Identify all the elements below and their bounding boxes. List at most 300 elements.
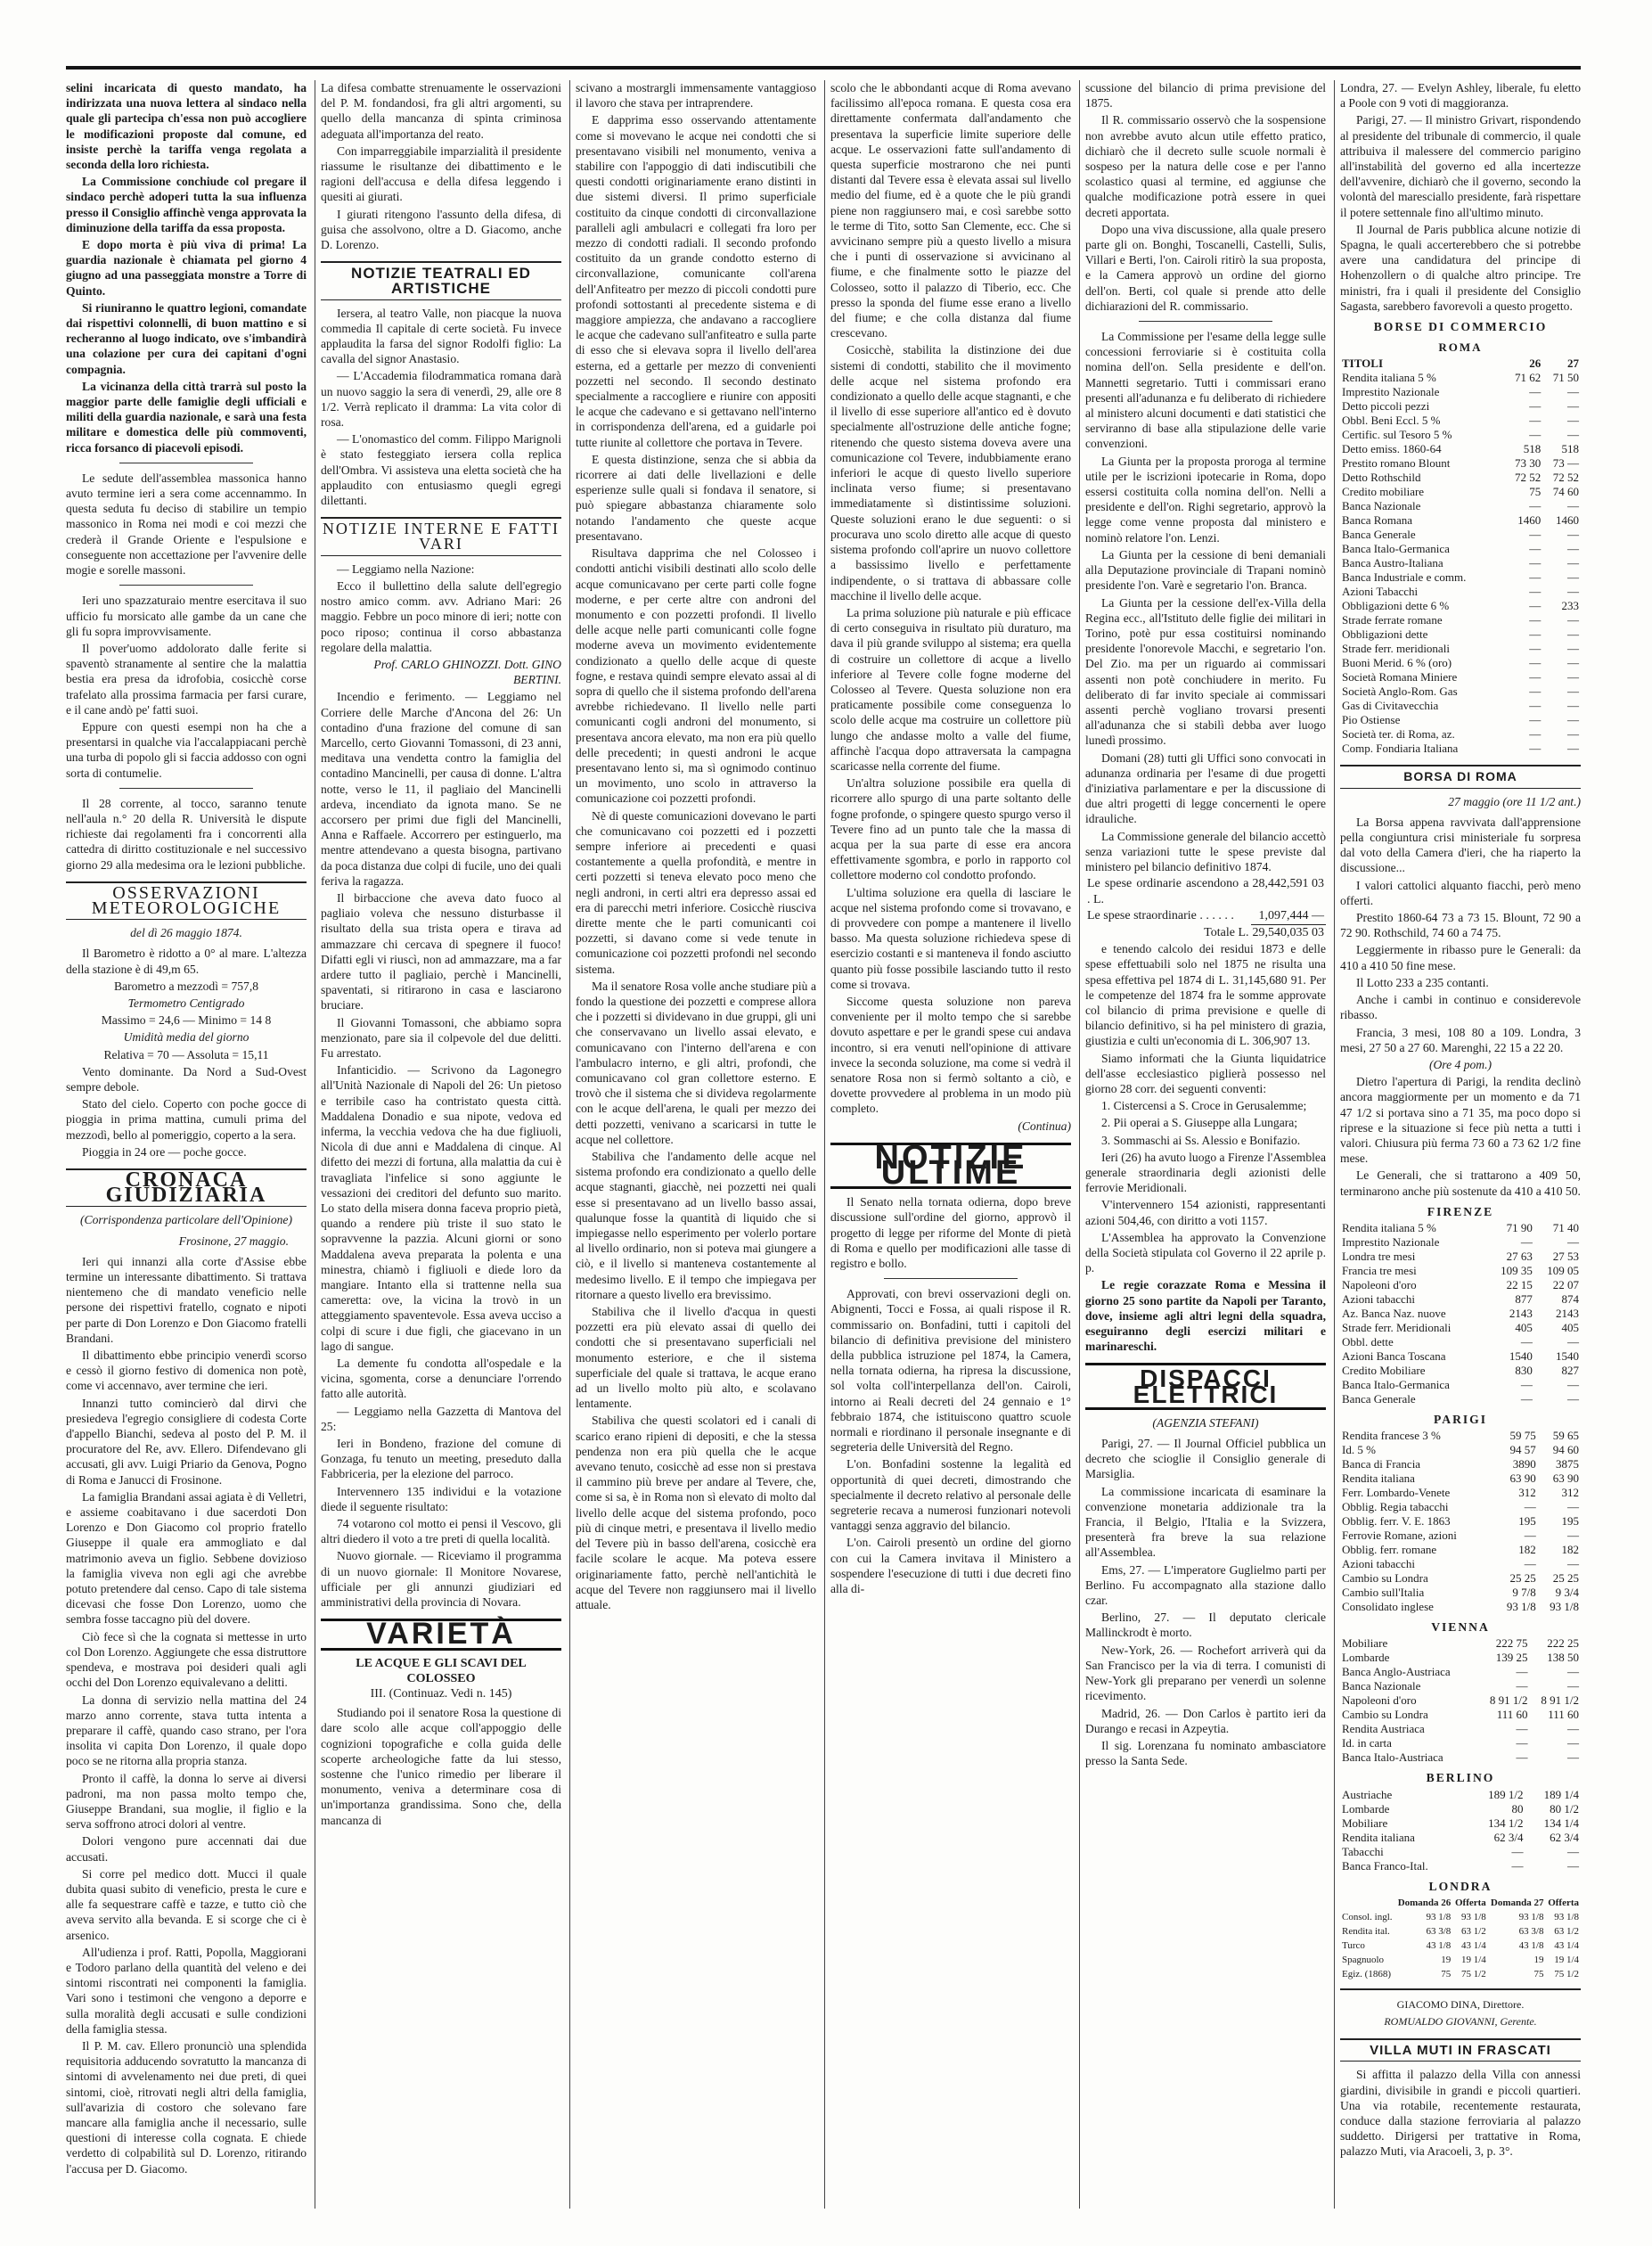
paragraph: Il Giovanni Tomassoni, che abbiamo sopra menzionato, pare sia il colpevole del due delitti. Fu arrestato. xyxy=(321,1015,561,1060)
paragraph: Parigi, 27. — Il Journal Officiel pubblica un decreto che scioglie il Consiglio generale di Marsiglia. xyxy=(1085,1437,1326,1481)
table-cell: — xyxy=(1529,528,1542,542)
table-cell: Consol. ingl. xyxy=(1342,1911,1393,1922)
table-cell: — xyxy=(1529,542,1542,556)
table-cell: Le spese ordinarie ascendono a . L. xyxy=(1087,877,1249,907)
continua-note: (Continua) xyxy=(1018,1119,1071,1133)
paragraph: Con imparreggiabile imparzialità il presidente riassume le risultanze dei dibattimento e le ragioni dell'accusa e della difesa leggendo i quesiti ai giurati. xyxy=(321,143,561,204)
interne-heading: NOTIZIE INTERNE E FATTI VARI xyxy=(321,517,561,555)
ultime-heading: NOTIZIE ULTIME xyxy=(830,1143,1071,1189)
table-cell: — xyxy=(1516,1736,1528,1750)
table-cell: 94 57 xyxy=(1509,1443,1536,1457)
table-cell: Rendita italiana xyxy=(1342,1830,1415,1844)
table-cell: 2143 xyxy=(1509,1306,1533,1320)
paragraph: Il birbaccione che aveva dato fuoco al pagliaio voleva che nessuno disturbasse il risultato della sua trista opera e tirava ad ammazzare chi cercava di spegnere il fuoco! Difatti egli vi riuscì, non ad ammazzare, ma a far ardere tutto il pagliaio, perchè i Mancinelli, spaventati, si ritirarono in casa e lasciarono bruciare. xyxy=(321,890,561,1012)
borsa-roma-heading: BORSA DI ROMA xyxy=(1340,765,1581,788)
table-cell: Turco xyxy=(1342,1939,1365,1951)
table-cell: — xyxy=(1567,556,1579,570)
column-2 xyxy=(321,80,561,2209)
divider xyxy=(119,585,253,586)
direttore-line: GIACOMO DINA, Direttore. xyxy=(1396,1997,1525,2011)
paragraph: Parigi, 27. — Il ministro Grivart, rispondendo al presidente del tribunale di commercio, il quale attribuiva il malessere del commercio parigino all'instabilità del governo ed alla incertezze dell'avvenire, dichiarò che il governo, secondo la volontà del maresciallo presidente, farà rispettare il potere settennale fino all'ultimo minuto. xyxy=(1340,113,1581,219)
meteo-line: Vento dominante. Da Nord a Sud-Ovest sempre debole. xyxy=(66,1064,307,1094)
table-cell: Strade ferrate romane xyxy=(1342,613,1443,627)
table-cell: — xyxy=(1567,613,1579,627)
list-item: 3. Sommaschi ai Ss. Alessio e Bonifazio. xyxy=(1101,1133,1301,1147)
table-cell: — xyxy=(1529,385,1542,399)
table-header-cell: Offerta xyxy=(1548,1897,1579,1908)
table-cell: 43 1/8 xyxy=(1518,1939,1544,1951)
table-cell: Le spese straordinarie . . . . . . xyxy=(1087,909,1234,923)
table-row xyxy=(1085,925,1326,942)
meteo-line: Il Barometro è ridotto a 0° al mare. L'altezza della stazione è di 49,m 65. xyxy=(66,947,307,976)
table-cell: — xyxy=(1520,1377,1533,1391)
table-cell: — xyxy=(1529,499,1542,513)
table-cell: Buoni Merid. 6 % (oro) xyxy=(1342,656,1452,670)
table-cell: — xyxy=(1567,1736,1579,1750)
table-cell: Rendita italiana 5 % xyxy=(1342,371,1436,385)
column-rule xyxy=(1334,80,1335,2209)
paragraph: L'ultima soluzione era quella di lasciare le acque nel sistema profondo come si trovavano, e di provvedere con pompe a mantenere il livello basso. Ma questa soluzione richiedeva spese di esercizio costanti e si manteneva il fondo asciutto quanto più fosse possibile lasciando tutto il resto come si trovava. xyxy=(830,885,1071,991)
table-cell: — xyxy=(1529,642,1542,656)
table-cell: — xyxy=(1529,556,1542,570)
paragraph: Il dibattimento ebbe principio venerdì scorso e cessò il giorno festivo di domenica non potè, come vi accennavo, aver termine che ieri. xyxy=(66,1348,307,1393)
paragraph: L'Assemblea ha approvato la Convenzione della Società stipulata col Governo il 22 aprile p. p. xyxy=(1085,1230,1326,1275)
table-header-cell: Domanda 26 xyxy=(1397,1897,1452,1908)
column-4 xyxy=(830,80,1071,2209)
paragraph: Il 28 corrente, al tocco, saranno tenute nell'aula n.° 20 della R. Università le dispute richieste dai regolamenti fra i concorrenti alla cattedra di diritto costituzionale e nel successivo giorno 29 alla medesima ora le lezioni pubbliche. xyxy=(66,796,307,872)
table-cell: Obblig. ferr. romane xyxy=(1342,1543,1437,1557)
divider xyxy=(1139,321,1272,322)
table-cell: — xyxy=(1567,627,1579,642)
table-cell: — xyxy=(1567,713,1579,727)
table-cell: 59 75 xyxy=(1509,1429,1536,1443)
table-cell: 75 1/2 xyxy=(1460,1968,1486,1980)
table-cell: 71 62 xyxy=(1514,371,1542,385)
table-cell: Azioni Tabacchi xyxy=(1342,585,1419,599)
table-cell: 22 07 xyxy=(1552,1277,1579,1291)
table-cell: — xyxy=(1567,727,1579,742)
paragraph: La Commissione conchiude col pregare il sindaco perchè adoperi tutta la sua influenza presso il Consiglio affinchè venga approvata la diminuzione della tariffa da essa proposta. xyxy=(66,175,307,234)
paragraph: Ieri uno spazzaturaio mentre esercitava il suo ufficio fu morsicato alle gambe da un cane che gli fu sopra improvvisamente. xyxy=(66,594,307,638)
paragraph: — Leggiamo nella Gazzetta di Mantova del 25: xyxy=(321,1404,561,1433)
villa-heading: VILLA MUTI IN FRASCATI xyxy=(1340,2038,1581,2062)
table-cell: — xyxy=(1567,1750,1579,1765)
paragraph: Risultava dapprima che nel Colosseo i condotti antichi visibili destinati allo scolo delle acque comunicavano per certe parti colle fogne moderne, e per certe altre con androni del monumento e con pozzetti profondi. Il livello delle acque nelle parti comunicanti colle fogne moderne aveva un movimento evidentemente condizionato a quello delle acque di queste fogne, e restava quindi sempre elevato assai al di sopra di quello che il sistema profondo dell'arena avrebbe richiedevano. Il livello nelle parti comunicanti cogli androni del monumento, si presentava ancora elevato, ma non era più quello delle precedenti; in questi androni le acque presentavano lento si, ma sì ognimodo continuo un movimento, uno scolo in attraverso la comunicazione coi pozzetti profondi. xyxy=(576,546,816,806)
table-cell: Prestito romano Blount xyxy=(1342,456,1451,471)
paragraph: La donna di servizio nella mattina del 24 marzo anno corrente, stava tutta intenta a preparare il caffè, quando caso strano, per l'ora insolita vi capita Don Lorenzo, il quale dopo poco se ne ritorna alla propria stanza. xyxy=(66,1693,307,1768)
table-cell: Napoleoni d'oro xyxy=(1342,1693,1417,1708)
berlino-heading: BERLINO xyxy=(1426,1771,1495,1785)
varieta-heading: VARIETÀ xyxy=(321,1619,561,1650)
table-cell: 19 1/4 xyxy=(1554,1954,1579,1965)
paragraph: La prima soluzione più naturale e più efficace di certo conseguiva in risultato più duraturo, ma dava il più grande sviluppo al sistema; era quella di costruire un collettore di acque a livello inferiore al Tevere colle fogne moderne del Colosseo al Tevere. Questa soluzione non era praticamente possibile come conseguenza lo scolo delle acque ma costruire un collettore più lungo che andasse molto a valle del fiume, affinchè l'acqua dopo attraversata la campagna scaricasse nella corrente del fiume. xyxy=(830,605,1071,773)
table-cell: 63 3/8 xyxy=(1426,1925,1452,1937)
paragraph: L'on. Bonfadini sostenne la legalità ed opportunità di quei decreti, dimostrando che specialmente il decreto relativo al personale delle segreterie recava a numerosi funzionari notevoli vantaggi senza aggravio del bilancio. xyxy=(830,1457,1071,1533)
firenze-heading: FIRENZE xyxy=(1427,1204,1494,1218)
table-cell: 109 35 xyxy=(1501,1263,1533,1277)
table-cell: 182 xyxy=(1561,1543,1579,1557)
table-cell: 312 xyxy=(1561,1486,1579,1500)
gerente-line: ROMUALDO GIOVANNI, Gerente. xyxy=(1384,2014,1537,2028)
paragraph: I giurati ritengono l'assunto della difesa, di guisa che assolvono, oltre a D. Giacomo, anche D. Lorenzo. xyxy=(321,207,561,252)
paragraph: Approvati, con brevi osservazioni degli on. Abignenti, Tocci e Fossa, ai quali rispose il R. commissario on. Bonfadini, tutti i capitoli del bilancio di definitiva previsione del ministero della pubblica istruzione pel 1874, la Camera, nella tornata odierna, ha ripresa la discussione, sol volta coll'interpellanza dell'on. Cairoli, intorno ai Reali decreti del 24 gennaio e 1° febbraio 1874, che istituiscono quattro scuole normali e riordinano il personale insegnante e di segreteria delle Università del Regno. xyxy=(830,1287,1071,1455)
table-cell: — xyxy=(1567,1377,1579,1391)
paragraph: New-York, 26. — Rochefort arriverà qui da San Francisco per la via di terra. I comunisti di New-York gli preparano per venerdì un solenne ricevimento. xyxy=(1085,1643,1326,1703)
table-cell: — xyxy=(1524,1557,1536,1571)
table-cell: 1460 xyxy=(1517,513,1542,528)
paragraph: Madrid, 26. — Don Carlos è partito ieri da Durango e recasi in Azpeytia. xyxy=(1085,1706,1326,1735)
table-cell: 75 xyxy=(1441,1968,1452,1980)
paragraph: La Giunta per la cessione dell'ex-Villa della Regina ecc., all'Istituto delle figlie dei militari in Torino, potè pur essa costituirsi nominando presidente l'onorevole Macchi, e segretario l'on. Del Zio. ma per un riguardo ai commissari assenti non potè conchiudere in merito. Fu deliberato di far invito speciale ai commissari assenti perchè vogliano trovarsi presenti all'adunanza che si stabilì debba aver luogo lunedì prossimo. xyxy=(1085,595,1326,748)
table-cell: — xyxy=(1567,656,1579,670)
table-cell: Rendita Austriaca xyxy=(1342,1722,1425,1736)
paragraph: Prestito 1860-64 73 a 73 15. Blount, 72 90 a 72 90. Rothschild, 74 60 a 74 75. xyxy=(1340,911,1581,940)
paragraph: Cosicchè, stabilita la distinzione dei due sistemi di condotti, stabilito che il movimento delle acque nel sistema profondo era condizionato a quello delle acque stagnanti, e che il livello di esse superiore all'antico ed è dovuto specialmente all'ostruzione delle antiche fogne; ritenendo che questo sistema doveva avere una comunicazione col Tevere, indubbiamente erano inferiori le acque di questo livello superiore inclinata verso fiume; si presentavano immediatamente sì distintissime soluzioni. Queste soluzioni erano le due seguenti: o si procurava uno scolo diretto alle acque di questo sistema profondo coll'aprire un nuovo collettore a bassissimo livello e perfettamente indipendente, o si trattava di abbassare colle macchine il livello delle acque. xyxy=(830,343,1071,602)
spese-table xyxy=(1085,876,1326,941)
list-item: 2. Pii operai a S. Giuseppe alla Lungara; xyxy=(1101,1116,1298,1130)
table-cell: Obbl. Beni Eccl. 5 % xyxy=(1342,414,1441,428)
table-cell: 877 xyxy=(1515,1291,1533,1306)
cronaca-heading: CRONACA GIUDIZIARIA xyxy=(66,1168,307,1207)
table-cell: 3890 xyxy=(1512,1457,1536,1471)
table-cell: 1540 xyxy=(1556,1348,1579,1363)
meteo-line: Stato del cielo. Coperto con poche gocce di pioggia in prima mattina, cumuli prima del mezzodì, bello al pomeriggio, coperto a la sera. xyxy=(66,1097,307,1142)
table-cell: — xyxy=(1567,1722,1579,1736)
meteo-line: Massimo = 24,6 — Minimo = 14 8 xyxy=(101,1013,272,1028)
table-cell: 75 1/2 xyxy=(1554,1968,1579,1980)
table-cell: Cambio sull'Italia xyxy=(1342,1586,1425,1600)
meteo-line: Pioggia in 24 ore — poche gocce. xyxy=(82,1144,247,1159)
paragraph: Berlino, 27. — Il deputato clericale Mallinckrodt è morto. xyxy=(1085,1611,1326,1640)
table-cell: Banca Nazionale xyxy=(1342,499,1421,513)
paragraph: L'on. Cairoli presentò un ordine del giorno con cui la Camera invitava il Ministero a sospendere l'esecuzione di tutti i due decreti fino alla di- xyxy=(830,1536,1071,1596)
paragraph: Stabiliva che il livello d'acqua in questi pozzetti era più elevato assai di quello dei condotti che si presentavano superficiali nel monumento esteriore, e che il sistema superficiale del quale si trattava, le acque erano ad un livello molto più alto, e scolavano lentamente. xyxy=(576,1305,816,1411)
paragraph: La Borsa appena ravvivata dall'apprensione pella congiuntura crisi ministeriale fu sorpresa dal voto della Camera d'ieri, che ha riaperto la discussione... xyxy=(1340,815,1581,875)
table-cell: — xyxy=(1567,1500,1579,1514)
paragraph: La demente fu condotta all'ospedale e la vicina, sgomenta, corse a denunciare l'orrendo fatto alle autorità. xyxy=(321,1357,561,1401)
table-cell: — xyxy=(1529,585,1542,599)
table-cell: Banca Italo-Austriaca xyxy=(1342,1750,1443,1765)
paragraph: La commissione incaricata di esaminare la convenzione monetaria addizionale tra la Francia, il Belgio, l'Italia e la Svizzera, presenterà fra breve la sua relazione all'Assemblea. xyxy=(1085,1484,1326,1560)
paragraph: Londra, 27. — Evelyn Ashley, liberale, fu eletto a Poole con 9 voti di maggioranza. xyxy=(1340,81,1581,111)
paragraph: Domani (28) tutti gli Uffici sono convocati in adunanza ordinaria per l'esame di due progetti d'iniziativa parlamentare e per la discussione di due altri progetti di legge concernenti le opere idrauliche. xyxy=(1085,750,1326,826)
paragraph: Il Journal de Paris pubblica alcune notizie di Spagna, le quali accerterebbero che si potrebbe avere una candidatura del principe di Hohenzollern o di qualche altro principe. Tre ministri, fra i quali il presidente del Consiglio Sagasta, sarebbero favorevoli a questo progetto. xyxy=(1340,222,1581,313)
table-cell: 3875 xyxy=(1556,1457,1579,1471)
paragraph: Intervennero 135 individui e la votazione diede il seguente risultato: xyxy=(321,1484,561,1513)
dispacci-heading: DISPACCI ELETTRICI xyxy=(1085,1363,1326,1409)
top-rule xyxy=(66,66,1581,70)
paragraph: e tenendo calcolo dei residui 1873 e delle spese effettuabili solo nel 1875 ne risulta una spesa effettiva pel 1874 di L. 31,145,680 91. Per le competenze del 1874 fra le somme approvate col bilancio di prima previsione e quelle di bilancio definitivo, si ha pel ministero di grazia, giustizia e culti un'economia di L. 306,907 13. xyxy=(1085,942,1326,1048)
paragraph: scussione del bilancio di prima previsione del 1875. xyxy=(1085,81,1326,111)
paragraph: Il sig. Lorenzana fu nominato ambasciatore presso la Santa Sede. xyxy=(1085,1738,1326,1768)
table-cell: Londra tre mesi xyxy=(1342,1249,1416,1263)
table-header-cell: TITOLI xyxy=(1342,357,1384,371)
paragraph: Dietro l'apertura di Parigi, la rendita declinò ancora maggiormente per un momento e da 71 47 1/2 si portava sino a 71 35, ma poco dopo si riprese e la situazione si fece più netta a tutti i valori. Chiusura più ferma 73 60 a 73 62 1/2 fine mese. xyxy=(1340,1075,1581,1166)
varieta-part: III. (Continuaz. Vedi n. 145) xyxy=(370,1686,512,1701)
table-cell: — xyxy=(1520,1234,1533,1249)
table-header-cell: 27 xyxy=(1567,357,1579,371)
table-cell: Mobiliare xyxy=(1342,1816,1388,1830)
table-cell: 43 1/8 xyxy=(1426,1939,1452,1951)
table-cell: 8 91 1/2 xyxy=(1489,1693,1528,1708)
table-cell: — xyxy=(1567,1679,1579,1693)
table-cell: Imprestito Nazionale xyxy=(1342,1234,1440,1249)
table-cell: 19 1/4 xyxy=(1460,1954,1486,1965)
column-3 xyxy=(576,80,816,2209)
table-cell: 222 75 xyxy=(1495,1636,1528,1651)
table-cell: Lombarde xyxy=(1342,1651,1390,1665)
table-cell: 63 3/8 xyxy=(1518,1925,1544,1937)
paragraph: scolo che le abbondanti acque di Roma avevano facilissimo all'epoca romana. E questa cosa era direttamente confermata dall'andamento che presentava la superficie limite superiore delle acque. Le osservazioni fatte sull'andamento di questa superficie mostrarono che nei punti distanti dal Tevere essa è elevata assai sul livello medio del fiume, ed è a quote che le più grandi piene non raggiunsero mai, e così sarebbe sotto le terme di Tito, sotto San Clemente, ecc. Che si avvicinano sempre più a questo livello a misura che i punti di osservazione si avvicinano al fiume, e che finalmente sotto le piazze del Colosseo, sotto il palazzo di Tiberio, ecc. Che presso la sponda del fiume esse erano a livello del fiume; e che colla distanza dal fiume crescevano. xyxy=(830,81,1071,340)
table-cell: Az. Banca Naz. nuove xyxy=(1342,1306,1446,1320)
table-cell: Comp. Fondiaria Italiana xyxy=(1342,742,1459,756)
table-cell: — xyxy=(1567,585,1579,599)
paragraph: — L'Accademia filodrammatica romana darà un nuovo saggio la sera di venerdì, 29, alle ore 8 1/2. Verrà replicato il dramma: La vita color di rosa. xyxy=(321,369,561,430)
paragraph: Si affitta il palazzo della Villa con annessi giardini, divisibile in grandi e piccoli quartieri. Una via rotabile, recentemente restaurata, conduce dalla stazione ferroviaria al palazzo suddetto. Dirigersi per trattative in Roma, palazzo Muti, via Aracoeli, 3, p. 3°. xyxy=(1340,2068,1581,2159)
table-cell: 63 90 xyxy=(1552,1471,1579,1486)
table-cell: 827 xyxy=(1561,1363,1579,1377)
paragraph: Infanticidio. — Scrivono da Lagonegro all'Unità Nazionale di Napoli del 26: Un pietoso e terribile caso ha contristato questa città. Maddalena Donadio e sua nipote, vedova ed inferma, la vecchia vedova che ha due figliuoli, Nicola di due anni e Maddalena di cinque. Al difetto dei mezzi di fortuna, alla malattia da cui è travagliata l'infelice si sono aggiunte le vessazioni dei creditori del defunto suo marito. Lo stato della misera donna faceva proprio pietà, quando a rendere più triste il suo stato le sopravvenne la pazzia. Alcuni giorni or sono Maddalena aveva preparata la polenta e una minestra, chiamò i figliuoli e diede loro da mangiare. Intanto ella si trattenne nella sua cameretta: ove, la vicina la trovò in un atteggiamento spaventevole. Essa aveva ucciso a colpi di scure i due figli, che giacevano in un lago di sangue. xyxy=(321,1063,561,1353)
paragraph: Siamo informati che la Giunta liquidatrice dell'asse ecclesiastico piglierà possesso nel giorno 28 corr. dei seguenti conventi: xyxy=(1085,1051,1326,1095)
table-cell: 195 xyxy=(1561,1514,1579,1529)
table-cell: 93 1/8 xyxy=(1550,1600,1579,1614)
table-cell: 80 1/2 xyxy=(1550,1801,1579,1816)
paragraph: E dopo morta è più viva di prima! La guardia nazionale è chiamata pel giorno 4 giugno ad una passeggiata monstre a Torre di Quinto. xyxy=(66,238,307,298)
table-cell: 75 xyxy=(1529,485,1542,499)
table-cell: Certific. sul Tesoro 5 % xyxy=(1342,428,1452,442)
table-cell: — xyxy=(1567,528,1579,542)
table-cell: 25 25 xyxy=(1509,1571,1536,1586)
paragraph: Nuovo giornale. — Riceviamo il programma di un nuovo giornale: Il Monitore Novarese, ufficiale per gli annunzi giudiziari ed amministrativi della provincia di Novara. xyxy=(321,1549,561,1610)
parigi-heading: PARIGI xyxy=(1433,1412,1488,1426)
table-cell: Detto Rothschild xyxy=(1342,471,1421,485)
paragraph: Ciò fece sì che la cognata si mettesse in urto col Don Lorenzo. Aggiungete che essa distruttore spendeva, e mostrava poi desideri quali agli occhi del Don Lorenzo equivalevano a delitti. xyxy=(66,1629,307,1690)
meteo-line: Barometro a mezzodì = 757,8 xyxy=(113,979,259,993)
table-cell: — xyxy=(1529,627,1542,642)
list-item: 1. Cistercensi a S. Croce in Gerusalemme; xyxy=(1101,1099,1307,1113)
paragraph: Il pover'uomo addolorato dalle ferite si spaventò stranamente al sentire che la malattia bestia era presa da idrofobia, cosicchè corse trafelato alla prossima farmacia per farsi curare, e il cane andò pe' fatti suoi. xyxy=(66,641,307,717)
table-cell: 63 90 xyxy=(1509,1471,1536,1486)
table-cell: 2143 xyxy=(1556,1306,1579,1320)
table-cell: Detto emiss. 1860-64 xyxy=(1342,442,1442,456)
meteo-line: Termometro Centigrado xyxy=(127,996,245,1010)
table-cell: Totale L. xyxy=(1204,925,1249,939)
table-cell: 1540 xyxy=(1509,1348,1533,1363)
table-cell: 312 xyxy=(1518,1486,1536,1500)
paragraph: Ecco il bullettino della salute dell'egregio nostro amico comm. avv. Adriano Mari: 26 maggio. Febbre un poco minore di ieri; notte con poco riposo; continua il corso abbastanza regolare della malattia. xyxy=(321,578,561,654)
table-header-cell: 26 xyxy=(1529,357,1542,371)
newspaper-page xyxy=(66,73,1581,2212)
paragraph: Le sedute dell'assemblea massonica hanno avuto termine ieri a sera come accennammo. In questa seduta fu deciso di stabilire un tempio massonico in Roma nei modi e coi mezzi che crederà il Grande Oriente e l'espulsione e conseguente non accettazione per l'avvenire delle mogie e sorelle massoni. xyxy=(66,471,307,578)
paragraph: Ieri (26) ha avuto luogo a Firenze l'Assemblea generale straordinaria degli azionisti delle ferrovie Meridionali. xyxy=(1085,1150,1326,1195)
column-rule xyxy=(1079,80,1080,2209)
table-cell: — xyxy=(1567,570,1579,585)
table-cell: 93 1/8 xyxy=(1426,1911,1452,1922)
table-cell: Obbligazioni dette xyxy=(1342,627,1428,642)
paragraph: Il Senato nella tornata odierna, dopo breve discussione sull'ordine del giorno, approvò il progetto di legge per riforme del Monte di pietà di Roma e quello per modificazioni alle tasse di registro e bollo. xyxy=(830,1195,1071,1271)
table-cell: — xyxy=(1529,670,1542,684)
table-cell: Banca Anglo-Austriaca xyxy=(1342,1665,1451,1679)
paragraph: Si riuniranno le quattro legioni, comandate dai rispettivi colonnelli, di buon mattino e si recheranno al luogo indicato, ove s'imbandirà una colazione per cura dei capitani d'ogni compagnia. xyxy=(66,300,307,376)
table-cell: 874 xyxy=(1561,1291,1579,1306)
meteo-line: Umidità media del giorno xyxy=(123,1030,249,1045)
column-rule xyxy=(569,80,570,2209)
paragraph: Eppure con questi esempi non ha che a presentarsi in qualche via l'accalappiacani perchè una turba di popolo gli si faccia addosso con ogni sorta di contumelie. xyxy=(66,719,307,780)
table-cell: 138 50 xyxy=(1547,1651,1579,1665)
meteo-heading: OSSERVAZIONI METEOROLOGICHE xyxy=(66,881,307,920)
paragraph: Pronto il caffè, la donna lo serve ai diversi padroni, ma non passa molto tempo che, Giuseppe Brandani, sua moglie, il figlio e la serva soffrono atroci dolori al ventre. xyxy=(66,1771,307,1832)
table-cell: Rendita francese 3 % xyxy=(1342,1429,1441,1443)
signature: Prof. CARLO GHINOZZI. Dott. GINO BERTINI. xyxy=(373,657,561,687)
paragraph: Dolori vengono pure accennati dai due accusati. xyxy=(66,1834,307,1864)
table-cell: 19 xyxy=(1441,1954,1452,1965)
column-rule xyxy=(824,80,825,2209)
table-cell: — xyxy=(1567,670,1579,684)
column-1 xyxy=(66,80,307,2209)
dispacci-subtitle: (AGENZIA STEFANI) xyxy=(1152,1415,1259,1430)
londra-heading: LONDRA xyxy=(1428,1879,1493,1893)
table-cell: 9 7/8 xyxy=(1512,1586,1536,1600)
paragraph: Siccome questa soluzione non pareva conveniente per il molto tempo che si sarebbe dovuto aspettare e per le grandi spese cui andava incontro, si era venuti nell'opinione di attivare invece la seconda soluzione, ma come si vedrà il senatore Rosa non si fermò soltanto a ciò, e dovette provvedere al problema in un modo più completo. xyxy=(830,994,1071,1116)
table-cell: 189 1/4 xyxy=(1543,1787,1579,1801)
paragraph: selini incaricata di questo mandato, ha indirizzata una nuova lettera al sindaco nella quale gli partecipa ch'essa non può accogliere le modificazioni proposte dal comune, ed insiste perchè la tariffa venga regolata a seconda della loro richiesta. xyxy=(66,81,307,172)
borse-heading: BORSE DI COMMERCIO xyxy=(1373,320,1548,334)
table-cell: 93 1/8 xyxy=(1518,1911,1544,1922)
table-cell: Egiz. (1868) xyxy=(1342,1968,1391,1980)
table-cell: Azioni Banca Toscana xyxy=(1342,1348,1446,1363)
paragraph: La famiglia Brandani assai agiata è di Velletri, e assieme coabitavano i due sacerdoti Don Lorenzo e Don Giacomo col proprio fratello Giuseppe il quale era ammogliato e dal matrimonio aveva un figlio. Sebbene dovizioso la famiglia viveva non egli agi che avrebbe potuto pretendere dal censo. Capo di tale sistema dicevasi che fosse Don Lorenzo, uomo che sembra fosse taccagno più del dovere. xyxy=(66,1489,307,1627)
table-cell: 233 xyxy=(1561,599,1579,613)
table-cell: Tabacchi xyxy=(1342,1844,1384,1858)
table-cell: — xyxy=(1567,699,1579,713)
table-cell: — xyxy=(1524,1500,1536,1514)
paragraph: Il Lotto 233 a 235 contanti. xyxy=(1356,975,1489,989)
table-cell: — xyxy=(1567,642,1579,656)
table-cell: 29,540,035 03 xyxy=(1252,926,1324,940)
paragraph: Ieri qui innanzi alla corte d'Assise ebbe termine un interessante dibattimento. Si trattava nientemeno che di mandato veneficio nelle persone dei rispettivi fratello, cognato e nipoti per parte di Don Lorenzo e Don Giacomo fratelli Brandani. xyxy=(66,1254,307,1345)
table-cell: Rendita ital. xyxy=(1342,1925,1390,1937)
table-cell: Obblig. Regia tabacchi xyxy=(1342,1500,1449,1514)
table-cell: 1,097,444 — xyxy=(1251,908,1327,925)
table-header-cell: Offerta xyxy=(1454,1897,1486,1908)
table-cell: Cambio su Londra xyxy=(1342,1571,1428,1586)
table-cell: 93 1/8 xyxy=(1460,1911,1486,1922)
table-cell: 1460 xyxy=(1556,513,1579,528)
table-cell: — xyxy=(1567,1234,1579,1249)
table-cell: Banca Italo-Germanica xyxy=(1342,542,1450,556)
time-note: (Ore 4 pom.) xyxy=(1428,1057,1493,1071)
table-cell: 71 90 xyxy=(1506,1220,1533,1234)
paragraph: Le regie corazzate Roma e Messina il giorno 25 sono partite da Napoli per Taranto, dove, insieme agli altri legni della squadra, eseguiranno degli esercizi militari e marinareschi. xyxy=(1085,1278,1326,1354)
table-cell: 63 1/2 xyxy=(1554,1925,1579,1937)
table-cell: Banca Italo-Germanica xyxy=(1342,1377,1450,1391)
table-cell: 27 53 xyxy=(1552,1249,1579,1263)
teatri-heading: NOTIZIE TEATRALI ED ARTISTICHE xyxy=(321,261,561,299)
table-cell: Società ter. di Roma, az. xyxy=(1342,727,1455,742)
table-cell: Rendita italiana 5 % xyxy=(1342,1220,1436,1234)
table-cell: Obblig. ferr. V. E. 1863 xyxy=(1342,1514,1451,1529)
table-cell: 71 40 xyxy=(1552,1220,1579,1234)
table-cell: Cambio su Londra xyxy=(1342,1708,1428,1722)
table-cell: Strade ferr. meridionali xyxy=(1342,642,1450,656)
table-cell: Banca Nazionale xyxy=(1342,1679,1421,1693)
paragraph: Ems, 27. — L'imperatore Guglielmo parti per Berlino. Fu accompagnato alla stazione dallo czar. xyxy=(1085,1562,1326,1608)
table-cell: — xyxy=(1529,713,1542,727)
table-cell: 139 25 xyxy=(1495,1651,1528,1665)
paragraph: Ieri in Bondeno, frazione del comune di Gonzaga, fu tenuto un meeting, preseduto dalla Fabbriceria, per la elezione del parroco. xyxy=(321,1437,561,1481)
table-cell: — xyxy=(1567,1557,1579,1571)
table-cell: — xyxy=(1529,414,1542,428)
cronaca-date: Frosinone, 27 maggio. xyxy=(178,1234,289,1248)
paragraph: Innanzi tutto comincierò dal dirvi che presiedeva l'egregio consigliere di codesta Corte d'appello Bianchi, sedeva al posto del P. M. il procuratore del Re, avv. Ellero. Difendevano gli accusati, gli avv. Luigi Priario da Genova, Pogno di Roma e Janucci di Frosinone. xyxy=(66,1396,307,1487)
table-cell: 62 3/4 xyxy=(1493,1830,1524,1844)
paragraph: Un'altra soluzione possibile era quella di ricorrere allo spurgo di una parte soltanto delle fogne profonde, o spingere questo spurgo verso il Tevere fino ad un punto tale che la massa di acqua per la sua parte di esse era ancora effettivamente sgombra, e porlo in rapporto col collettore moderno col condotto profondo. xyxy=(830,776,1071,882)
table-cell: Spagnuolo xyxy=(1342,1954,1385,1965)
paragraph: E dapprima esso osservando attentamente come si movevano le acque nei condotti che si presentavano visibili nel monumento, veniva a stabilire con l'appoggio di dati indiscutibili che questi condotti originariamente erano distinti in due sistemi diversi. Il primo superficiale costituito da cinque condotti di circonvallazione paralleli agli ambulacri e collegati fra loro per mezzo di condotti radiali. Il secondo profondo costituito da un grande condotto esterno di circonvallazione, comunicante coll'arena dell'Anfiteatro per mezzo di piccoli condotti pure profondi sottostanti al precedente sistema e di maggiore ampiezza, che andavano a raccogliere le acque che cadevano sull'anfiteatro e sulla parte di esso che si elevava sopra il livello dell'area esterna, ed a gettarle per mezzo di convenienti pozzetti nel secondo. Il secondo destinato specialmente a raccogliere e riunire con appositi le acque che cadevano e si gettavano nell'interno in corrispondenza dell'arena, ed a guidarle poi tutte riunite al collettore che portava in Tevere. xyxy=(576,113,816,449)
paragraph: I valori cattolici alquanto fiacchi, però meno offerti. xyxy=(1340,878,1581,907)
table-cell: Credito Mobiliare xyxy=(1342,1363,1426,1377)
table-cell: 111 60 xyxy=(1548,1708,1579,1722)
table-cell: Francia tre mesi xyxy=(1342,1263,1417,1277)
paragraph: Incendio e ferimento. — Leggiamo nel Corriere delle Marche d'Ancona del 26: Un contadino d'una frazione del comune di san Marcello, certo Giovanni Tomassoni, di 23 anni, meditava una vendetta contro la famiglia del contadino Mancinelli, per causa di donne. L'altra notte, verso le 11, il pagliaio del Mancinelli ardeva, incendiato da ignota mano. Se ne accorsero per primi due figli del Mancinelli, Anna e Raffaele. Accorrero per estinguerlo, ma mentre attendevano a questa bisogna, partivano da poca distanza due colpi di fucile, uno dei quali feriva la ragazza. xyxy=(321,690,561,888)
table-cell: — xyxy=(1567,1844,1579,1858)
table-cell: 94 60 xyxy=(1552,1443,1579,1457)
table-cell: 19 xyxy=(1533,1954,1544,1965)
table-cell: 71 50 xyxy=(1552,371,1579,385)
table-cell: Banca Generale xyxy=(1342,1391,1416,1406)
paragraph: E questa distinzione, senza che si abbia da ricorrere ai dati delle livellazioni e delle esperienze sulle quali si fondava il senatore, si può spiegare abbastanza chiaramente solo notando l'andamento che queste acque presentavano. xyxy=(576,452,816,543)
paragraph: Studiando poi il senatore Rosa la questione di dare scolo alle acque coll'appoggio delle cognizioni topografiche e colla guida delle scoperte archeologiche fatte da lui stesso, sostenne che l'unico rimedio per liberare il monumento, veniva a determinare cosa di un'importanza grandissima. Sono che, della mancanza di xyxy=(321,1706,561,1827)
table-cell: — xyxy=(1529,428,1542,442)
table-cell: — xyxy=(1529,699,1542,713)
table-header-cell: Domanda 27 xyxy=(1490,1897,1544,1908)
table-cell: Imprestito Nazionale xyxy=(1342,385,1440,399)
paragraph: La difesa combatte strenuamente le osservazioni del P. M. fondandosi, fra gli altri argomenti, su quello della mancanza di spinta criminosa adeguata all'importanza del reato. xyxy=(321,81,561,141)
paragraph: Stabiliva che questi scolatori ed i canali di scarico erano ripieni di depositi, e che la stessa pendenza non era più quella che le acque avevano tenuto, cosicchè ad esse non si prestava il cammino più breve per andare al Tevere, che, come si sa, è in Roma non sì elevato di molto dal livello delle acque del sistema profondo, poco più di cinque metri, e presentava il livello medio del Tevere più in basso dell'arena, cosicchè era facile scolare le acque. Ma poteva essere originariamente fatto, perchè nell'antichità le acque del Tevere non raggiunsero mai il livello attuale. xyxy=(576,1414,816,1611)
table-cell: Detto piccoli pezzi xyxy=(1342,399,1430,414)
paragraph: All'udienza i prof. Ratti, Popolla, Maggiorani e Todoro parlano della quantità del veleno e dei sintomi riscontrati nei componenti la famiglia. Vari sono i testimoni che vengono a deporre e sulla moralità degli accusati e sulle condizioni della famiglia stessa. xyxy=(66,1945,307,2036)
paragraph: Nè di queste comunicazioni dovevano le parti che comunicavano coi pozzetti ed i pozzetti sempre inferiore ai precedenti e quasi costantemente a quella profondità, e mentre in certi pozzetti si teneva elevato poco meno che negli androni, in certi altri era depresso assai ed era di parecchi metri inferiore. Cosicchè riusciva dirette mente che le parti comunicanti coi pozzetti, si davano come si vede tenute in comunicazione coi pozzetti profondi nel secondo sistema. xyxy=(576,808,816,976)
table-cell: Pio Ostiense xyxy=(1342,713,1401,727)
table-cell: Rendita italiana xyxy=(1342,1471,1415,1486)
table-cell: 134 1/2 xyxy=(1488,1816,1524,1830)
meteo-line: Relativa = 70 — Assoluta = 15,11 xyxy=(103,1047,269,1062)
table-cell: — xyxy=(1529,599,1542,613)
table-cell: — xyxy=(1529,684,1542,699)
table-cell: 830 xyxy=(1515,1363,1533,1377)
table-cell: Banca Industriale e comm. xyxy=(1342,570,1467,585)
paragraph: Il R. commissario osservò che la sospensione non avrebbe avuto alcun utile effetto pratico, dichiarò che il decreto sulle scuole normali è sospeso per la natura delle cose e per l'anno scolastico quasi al termine, ed aggiunse che qualche modificazione potrà essere in quei decreti apportata. xyxy=(1085,113,1326,219)
table-cell: — xyxy=(1511,1858,1524,1873)
table-cell: Strade ferr. Meridionali xyxy=(1342,1320,1452,1334)
paragraph: V'intervennero 154 azionisti, rappresentanti azioni 504,46, con diritto a voti 1157. xyxy=(1085,1198,1326,1227)
table-cell: Società Romana Miniere xyxy=(1342,670,1458,684)
table-cell: — xyxy=(1567,1334,1579,1348)
table-cell: — xyxy=(1567,499,1579,513)
paragraph: Stabiliva che l'andamento delle acque nel sistema profondo era condizionato a quello delle acque stagnanti, giacchè, nei pozzetti nei quali esse si presentavano ad un livello basso assai, qualunque fosse la quantità di liquido che si impiegasse nello esperimento per volerlo portare al livello ordinario, non si poteva mai giungere a ciò, e il livello si manteneva costantemente al medesimo livello. E il tempo che impiegava per ritornare a questo livello era brevissimo. xyxy=(576,1150,816,1301)
paragraph: 74 votarono col motto ei pensi il Vescovo, gli altri diedero il voto a tre preti di quella località. xyxy=(321,1517,561,1546)
table-cell: — xyxy=(1567,428,1579,442)
table-cell: Banca Generale xyxy=(1342,528,1416,542)
roma-heading: ROMA xyxy=(1438,340,1483,355)
table-cell: — xyxy=(1567,684,1579,699)
table-cell: — xyxy=(1524,1529,1536,1543)
table-cell: Mobiliare xyxy=(1342,1636,1388,1651)
paragraph: Leggiermente in ribasso pure le Generali: da 410 a 410 50 fine mese. xyxy=(1340,943,1581,972)
table-cell: 93 1/8 xyxy=(1554,1911,1579,1922)
table-cell: 43 1/4 xyxy=(1554,1939,1579,1951)
table-cell: Austriache xyxy=(1342,1787,1393,1801)
